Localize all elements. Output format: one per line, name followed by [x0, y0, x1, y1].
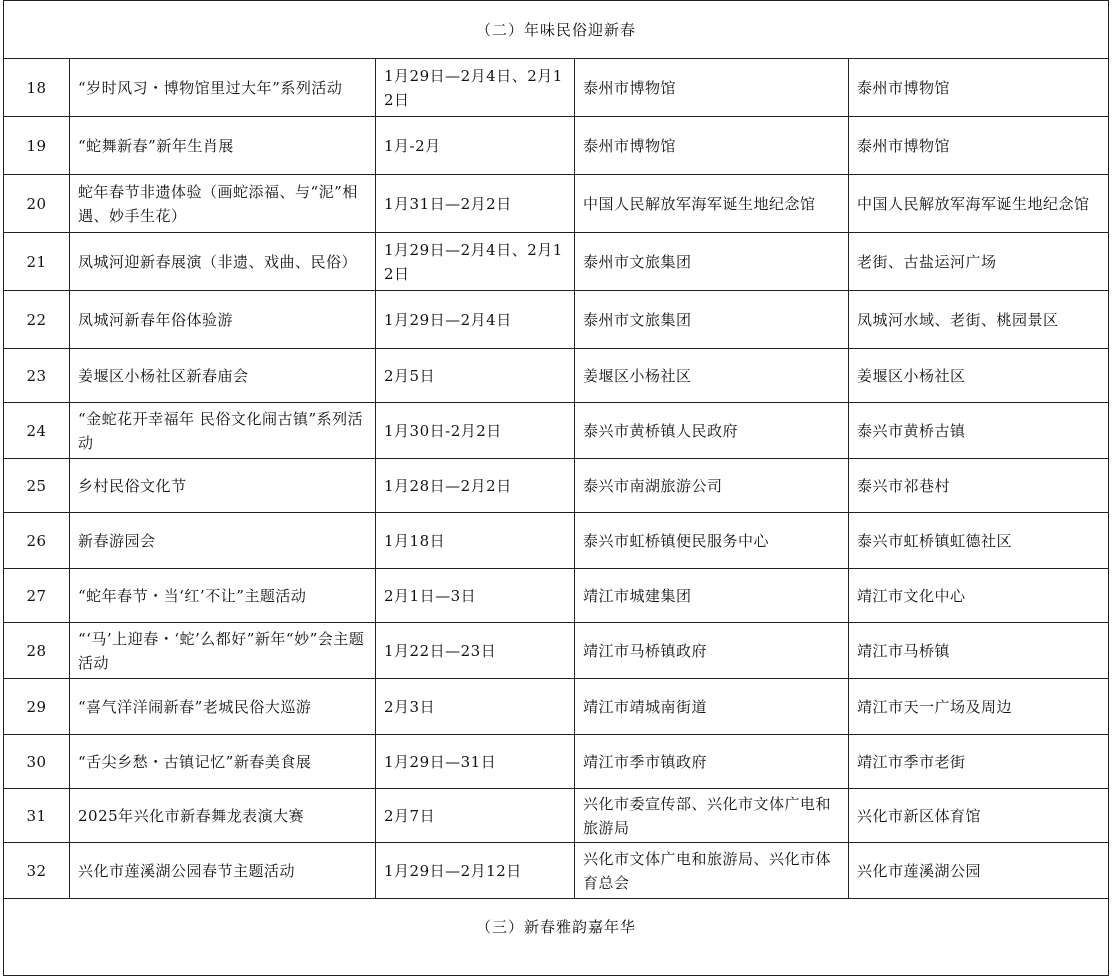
activity-date: 1月29日—2月4日、2月12日 [376, 233, 575, 291]
activity-organizer: 姜堰区小杨社区 [575, 349, 849, 403]
activity-organizer: 泰兴市南湖旅游公司 [575, 459, 849, 513]
activity-organizer: 靖江市靖城南街道 [575, 679, 849, 735]
activity-organizer: 中国人民解放军海军诞生地纪念馆 [575, 175, 849, 233]
table-row [4, 403, 1109, 459]
activity-name: 兴化市莲溪湖公园春节主题活动 [70, 843, 376, 899]
activity-name: “‘马’上迎春・‘蛇’么都好”新年“妙”会主题活动 [70, 623, 376, 679]
activity-name: “蛇舞新春”新年生肖展 [70, 117, 376, 175]
table-row [4, 291, 1109, 349]
activity-date: 1月-2月 [376, 117, 575, 175]
section-header-row [4, 899, 1109, 976]
activity-organizer: 兴化市委宣传部、兴化市文体广电和旅游局 [575, 789, 849, 843]
row-number: 18 [4, 59, 70, 117]
activity-date: 1月29日—2月12日 [376, 843, 575, 899]
activity-organizer: 泰州市博物馆 [575, 117, 849, 175]
section-header-row [4, 1, 1109, 59]
row-number: 32 [4, 843, 70, 899]
row-number: 24 [4, 403, 70, 459]
table-row [4, 679, 1109, 735]
row-number: 30 [4, 735, 70, 789]
row-number: 25 [4, 459, 70, 513]
activity-name: 凤城河新春年俗体验游 [70, 291, 376, 349]
section-title-top: （二）年味民俗迎新春 [4, 1, 1109, 59]
row-number: 23 [4, 349, 70, 403]
table-row [4, 59, 1109, 117]
activity-venue: 兴化市新区体育馆 [849, 789, 1109, 843]
activity-date: 1月29日—31日 [376, 735, 575, 789]
activity-date: 1月18日 [376, 513, 575, 569]
activity-date: 1月29日—2月4日 [376, 291, 575, 349]
activity-venue: 凤城河水域、老街、桃园景区 [849, 291, 1109, 349]
activity-venue: 老街、古盐运河广场 [849, 233, 1109, 291]
row-number: 31 [4, 789, 70, 843]
row-number: 26 [4, 513, 70, 569]
activity-venue: 中国人民解放军海军诞生地纪念馆 [849, 175, 1109, 233]
activity-date: 2月7日 [376, 789, 575, 843]
activity-date: 2月1日—3日 [376, 569, 575, 623]
activity-date: 2月3日 [376, 679, 575, 735]
activity-name: “喜气洋洋闹新春”老城民俗大巡游 [70, 679, 376, 735]
activity-venue: 姜堰区小杨社区 [849, 349, 1109, 403]
table-row [4, 175, 1109, 233]
activity-organizer: 泰州市博物馆 [575, 59, 849, 117]
activity-venue: 泰兴市黄桥古镇 [849, 403, 1109, 459]
table-row [4, 623, 1109, 679]
activity-organizer: 兴化市文体广电和旅游局、兴化市体育总会 [575, 843, 849, 899]
row-number: 21 [4, 233, 70, 291]
activity-venue: 泰兴市虹桥镇虹德社区 [849, 513, 1109, 569]
activity-organizer: 靖江市马桥镇政府 [575, 623, 849, 679]
activities-table [3, 0, 1109, 976]
activity-name: “岁时风习・博物馆里过大年”系列活动 [70, 59, 376, 117]
table-row [4, 569, 1109, 623]
activity-organizer: 泰兴市虹桥镇便民服务中心 [575, 513, 849, 569]
activity-name: 蛇年春节非遗体验（画蛇添福、与“泥”相遇、妙手生花） [70, 175, 376, 233]
activity-date: 1月31日—2月2日 [376, 175, 575, 233]
activity-name: “蛇年春节・当‘红’不让”主题活动 [70, 569, 376, 623]
activity-venue: 泰州市博物馆 [849, 59, 1109, 117]
activity-venue: 靖江市马桥镇 [849, 623, 1109, 679]
activity-organizer: 泰州市文旅集团 [575, 233, 849, 291]
table-row [4, 513, 1109, 569]
table-row [4, 117, 1109, 175]
activity-organizer: 靖江市季市镇政府 [575, 735, 849, 789]
activity-date: 1月29日—2月4日、2月12日 [376, 59, 575, 117]
activity-venue: 靖江市文化中心 [849, 569, 1109, 623]
activity-name: 2025年兴化市新春舞龙表演大赛 [70, 789, 376, 843]
table-row [4, 233, 1109, 291]
section-title-bottom: （三）新春雅韵嘉年华 [4, 899, 1109, 976]
activity-venue: 泰州市博物馆 [849, 117, 1109, 175]
table-row [4, 843, 1109, 899]
activity-date: 1月30日-2月2日 [376, 403, 575, 459]
activity-date: 2月5日 [376, 349, 575, 403]
row-number: 20 [4, 175, 70, 233]
activity-name: 乡村民俗文化节 [70, 459, 376, 513]
activity-date: 1月22日—23日 [376, 623, 575, 679]
activity-name: “舌尖乡愁・古镇记忆”新春美食展 [70, 735, 376, 789]
row-number: 28 [4, 623, 70, 679]
table-row [4, 789, 1109, 843]
activity-name: “金蛇花开幸福年 民俗文化闹古镇”系列活动 [70, 403, 376, 459]
row-number: 22 [4, 291, 70, 349]
activity-venue: 靖江市天一广场及周边 [849, 679, 1109, 735]
activity-date: 1月28日—2月2日 [376, 459, 575, 513]
table-row [4, 349, 1109, 403]
activity-venue: 泰兴市祁巷村 [849, 459, 1109, 513]
activity-name: 凤城河迎新春展演（非遗、戏曲、民俗） [70, 233, 376, 291]
activity-organizer: 泰州市文旅集团 [575, 291, 849, 349]
table-row [4, 735, 1109, 789]
table-row [4, 459, 1109, 513]
activity-organizer: 靖江市城建集团 [575, 569, 849, 623]
activity-venue: 靖江市季市老街 [849, 735, 1109, 789]
activity-name: 新春游园会 [70, 513, 376, 569]
row-number: 27 [4, 569, 70, 623]
row-number: 29 [4, 679, 70, 735]
activity-organizer: 泰兴市黄桥镇人民政府 [575, 403, 849, 459]
activity-name: 姜堰区小杨社区新春庙会 [70, 349, 376, 403]
row-number: 19 [4, 117, 70, 175]
activity-venue: 兴化市莲溪湖公园 [849, 843, 1109, 899]
